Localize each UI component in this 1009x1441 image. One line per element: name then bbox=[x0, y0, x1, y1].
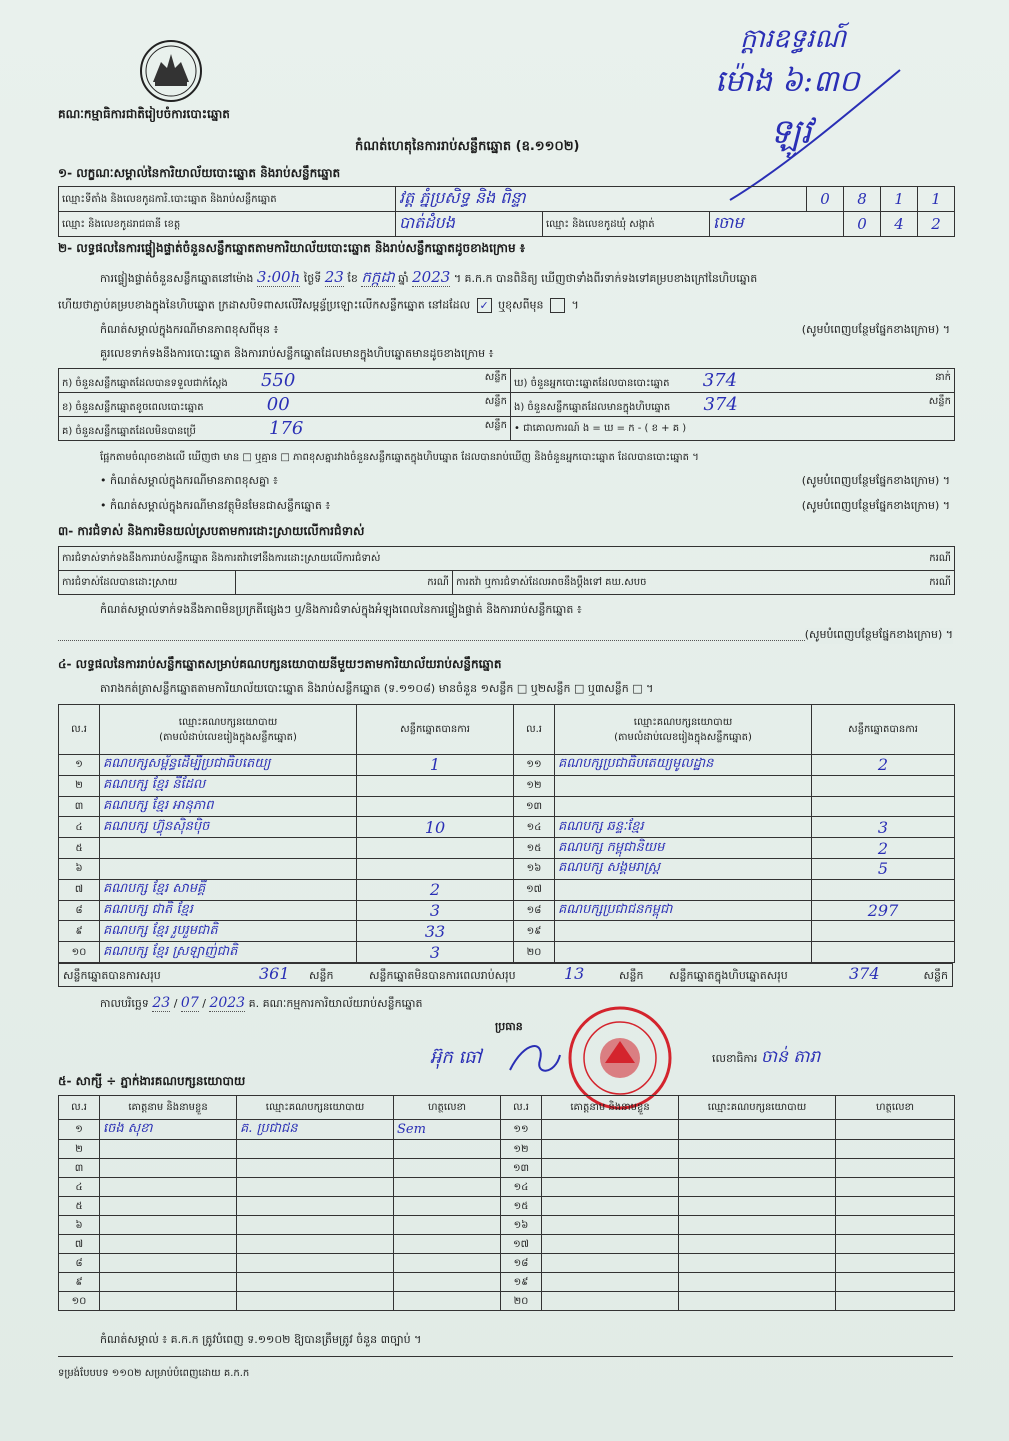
result-no: ៦ bbox=[59, 858, 100, 879]
witness-col-no-left: ល.រ bbox=[59, 1096, 100, 1120]
witness-signature bbox=[394, 1273, 501, 1292]
witness-name bbox=[542, 1178, 679, 1197]
witness-name: ចេង សុខា bbox=[100, 1120, 237, 1140]
location-code-3: 1 bbox=[881, 187, 918, 212]
total-invalid-unit: សន្លឹក bbox=[619, 969, 644, 982]
diff-note-hint: (សូមបំពេញបន្ថែមផ្នែកខាងក្រោម) ។ bbox=[801, 323, 950, 336]
witness-party bbox=[237, 1254, 394, 1273]
witness-signature bbox=[836, 1235, 955, 1254]
witness-no: ១៨ bbox=[501, 1254, 542, 1273]
section1-table bbox=[58, 186, 955, 237]
witness-signature bbox=[394, 1159, 501, 1178]
location-label: ឈ្មោះទីតាំង និងលេខកូដការិ.បោះឆ្នោត និងរាប់សន្លឹកឆ្នោត bbox=[59, 187, 396, 212]
total-valid-label: សន្លឹកឆ្នោតបានការសរុប bbox=[63, 969, 161, 982]
count-d-value: 374 bbox=[702, 370, 738, 391]
witness-name bbox=[100, 1140, 237, 1159]
count-c-value: 176 bbox=[269, 418, 304, 439]
result-no: ១៨ bbox=[514, 900, 555, 921]
witness-name bbox=[542, 1140, 679, 1159]
table-row bbox=[59, 1197, 955, 1216]
witness-table bbox=[58, 1095, 955, 1311]
section4-intro: តារាងកត់ត្រាសន្លឹកឆ្នោតតាមការិយាល័យបោះឆ្នោត និងរាប់សន្លឹកឆ្នោត (ទ.១១០៨) មានចំនួន ១សន្លឹក □ ឬ២សន្លឹក □ ឬ៣សន្លឹក □ ។ bbox=[100, 682, 654, 695]
witness-col-name-left: គោត្តនាម និងនាមខ្លួន bbox=[100, 1096, 237, 1120]
complaint-row1-label: ការជំទាស់ទាក់ទងនឹងការរាប់សន្លឹកឆ្នោត និងការតវ៉ាទៅនឹងការដោះស្រាយលើការជំទាស់ bbox=[62, 553, 381, 564]
witness-no: ១២ bbox=[501, 1140, 542, 1159]
result-no: ១៥ bbox=[514, 838, 555, 859]
table-row bbox=[59, 1254, 955, 1273]
bullet2-label: • កំណត់សម្គាល់ក្នុងករណីមានវត្ថុមិនមែនជាសន្លឹកឆ្នោត ៖ bbox=[100, 499, 331, 512]
witness-no: ៣ bbox=[59, 1159, 100, 1178]
handwritten-note-1: ក្តារឧទ្ធរណ៍ bbox=[740, 24, 847, 54]
witness-no: ១៦ bbox=[501, 1216, 542, 1235]
witness-party bbox=[679, 1178, 836, 1197]
result-party bbox=[555, 775, 812, 796]
witness-party bbox=[679, 1235, 836, 1254]
witness-party bbox=[679, 1254, 836, 1273]
result-party: គណបក្ស ហ៊្វុនស៊ិនប៉ិច bbox=[100, 817, 357, 838]
result-votes bbox=[357, 775, 514, 796]
witness-col-party-right: ឈ្មោះគណបក្សនយោបាយ bbox=[679, 1096, 836, 1120]
witness-name bbox=[100, 1235, 237, 1254]
table-row bbox=[59, 1140, 955, 1159]
count-d-label: ឃ) ចំនួនអ្នកបោះឆ្នោតដែលបានបោះឆ្នោត bbox=[514, 378, 670, 389]
secretary-line bbox=[712, 1046, 820, 1071]
table-row bbox=[59, 1178, 955, 1197]
total-box-value: 374 bbox=[849, 964, 880, 983]
result-votes: 33 bbox=[357, 921, 514, 942]
witness-signature: Sem bbox=[394, 1120, 501, 1140]
changed-label: ឬខុសពីមុន bbox=[498, 298, 544, 312]
result-party: គណបក្ស ខ្មែរ នីដែល bbox=[100, 775, 357, 796]
table-row bbox=[59, 838, 955, 859]
witness-signature bbox=[836, 1140, 955, 1159]
result-no: ១៤ bbox=[514, 817, 555, 838]
bullet2-line bbox=[100, 499, 950, 515]
total-invalid-label: សន្លឹកឆ្នោតមិនបានការពេលរាប់សរុប bbox=[369, 969, 516, 982]
witness-party: គ. ប្រជាជន bbox=[237, 1120, 394, 1140]
results-col-no-right: ល.រ bbox=[514, 705, 555, 755]
table-row bbox=[59, 1235, 955, 1254]
result-votes bbox=[357, 838, 514, 859]
witness-signature bbox=[836, 1292, 955, 1311]
result-party: គណបក្សប្រជាធិបតេយ្យមូលដ្ឋាន bbox=[555, 755, 812, 776]
result-votes bbox=[357, 796, 514, 817]
witness-no: ៥ bbox=[59, 1197, 100, 1216]
result-no: ១៣ bbox=[514, 796, 555, 817]
result-no: ១២ bbox=[514, 775, 555, 796]
result-no: ៤ bbox=[59, 817, 100, 838]
results-col-party-sub-right: (តាមលំដាប់លេខរៀងក្នុងសន្លឹកឆ្នោត) bbox=[614, 731, 752, 743]
chair-name: អ៊ុក ធៅ bbox=[430, 1047, 482, 1068]
result-no: ២០ bbox=[514, 942, 555, 963]
witness-name bbox=[542, 1197, 679, 1216]
table-row bbox=[59, 817, 955, 838]
witness-name bbox=[542, 1120, 679, 1140]
difference-check-line: ផ្អែកតាមចំណុចខាងលើ ឃើញថា មាន □ ឬគ្មាន □ ភាពខុសគ្នារវាងចំនួនសន្លឹកឆ្នោតក្នុងហិបឆ្នោត ដែលបានរាប់ឃើញ និងចំនួនអ្នកបោះឆ្នោត ដែលបានបោះឆ្នោត ។ bbox=[100, 452, 699, 463]
witness-party bbox=[237, 1216, 394, 1235]
witness-signature bbox=[394, 1178, 501, 1197]
formula-cell: • ជាគោលការណ៍ ង = ឃ = ក - ( ខ + គ ) bbox=[511, 417, 955, 441]
count-d-unit: នាក់ bbox=[935, 372, 951, 383]
result-no: ៣ bbox=[59, 796, 100, 817]
result-votes bbox=[812, 942, 955, 963]
result-party: គណបក្ស ជាតិ ខ្មែរ bbox=[100, 900, 357, 921]
witness-party bbox=[679, 1292, 836, 1311]
seal-line: ហើយថាភ្ជាប់គម្របខាងក្នុងនៃហិបឆ្នោត ក្រដាសបិទពាសលើវិសម្ពន្ធ័ប្រឡោះលើកសន្លឹកឆ្នោត នៅដដែល ✓ ឬខុសពីមុន ។ bbox=[58, 298, 579, 312]
bullet2-hint: (សូមបំពេញបន្ថែមផ្នែកខាងក្រោម) ។ bbox=[801, 499, 950, 512]
total-valid-unit: សន្លឹក bbox=[309, 969, 334, 982]
province-label: ឈ្មោះ និងលេខកូដរាជធានី ខេត្ត bbox=[59, 212, 396, 237]
witness-no: ១៤ bbox=[501, 1178, 542, 1197]
footer-form-label: ទម្រង់បែបបទ ១១០២ សម្រាប់បំពេញដោយ គ.ក.ក bbox=[58, 1368, 250, 1379]
total-box-label: សន្លឹកឆ្នោតក្នុងហិបឆ្នោតសរុប bbox=[669, 969, 788, 982]
witness-no: ១៧ bbox=[501, 1235, 542, 1254]
witness-party bbox=[237, 1178, 394, 1197]
witness-party bbox=[679, 1140, 836, 1159]
result-no: ១០ bbox=[59, 942, 100, 963]
result-party: គណបក្សសម្ព័ន្ធដើម្បីប្រជាធិបតេយ្យ bbox=[100, 755, 357, 776]
totals-row bbox=[58, 963, 953, 987]
commune-code-3: 2 bbox=[918, 212, 955, 237]
table-row bbox=[59, 796, 955, 817]
witness-signature bbox=[836, 1178, 955, 1197]
result-votes: 3 bbox=[812, 817, 955, 838]
result-votes: 2 bbox=[812, 755, 955, 776]
results-col-votes-right: សន្លឹកឆ្នោតបានការ bbox=[812, 705, 955, 755]
result-party: គណបក្ស ឆន្ទៈខ្មែរ bbox=[555, 817, 812, 838]
witness-name bbox=[100, 1159, 237, 1178]
result-votes: 3 bbox=[357, 942, 514, 963]
witness-col-no-right: ល.រ bbox=[501, 1096, 542, 1120]
witness-no: ៧ bbox=[59, 1235, 100, 1254]
results-col-party-sub-left: (តាមលំដាប់លេខរៀងក្នុងសន្លឹកឆ្នោត) bbox=[159, 731, 297, 743]
result-votes bbox=[812, 775, 955, 796]
org-name: គណៈកម្មាធិការជាតិរៀបចំការបោះឆ្នោត bbox=[58, 107, 230, 121]
result-no: ១ bbox=[59, 755, 100, 776]
year-label: ឆ្នាំ bbox=[398, 272, 409, 285]
section3-heading: ៣- ការជំទាស់ និងការមិនយល់ស្របតាមការដោះស្រាយលើការជំទាស់ bbox=[58, 524, 365, 538]
witness-party bbox=[679, 1273, 836, 1292]
table-row bbox=[59, 1273, 955, 1292]
witness-party bbox=[237, 1292, 394, 1311]
location-value: វត្ត ភ្នំប្រសិទ្ធ និង ពិន្ទា bbox=[399, 188, 526, 207]
date-year: 2023 bbox=[209, 995, 246, 1011]
witness-col-party-left: ឈ្មោះគណបក្សនយោបាយ bbox=[237, 1096, 394, 1120]
province-value: បាត់ដំបង bbox=[399, 213, 455, 232]
date-label: កាលបរិច្ឆេទ bbox=[100, 997, 149, 1010]
witness-party bbox=[679, 1216, 836, 1235]
footer-rule bbox=[58, 1356, 953, 1357]
results-col-party-right: ឈ្មោះគណបក្សនយោបាយ bbox=[633, 716, 733, 728]
result-no: ២ bbox=[59, 775, 100, 796]
changed-checkbox[interactable] bbox=[550, 298, 565, 313]
witness-no: ៦ bbox=[59, 1216, 100, 1235]
witness-signature bbox=[836, 1197, 955, 1216]
verify-day: 23 bbox=[324, 268, 344, 286]
count-e-label: ង) ចំនួនសន្លឹកឆ្នោតដែលមានក្នុងហិបឆ្នោត bbox=[514, 402, 671, 413]
form-title: កំណត់ហេតុនៃការរាប់សន្លឹកឆ្នោត (ឧ.១១០២) bbox=[355, 139, 580, 154]
count-b-value: 00 bbox=[266, 394, 290, 415]
witness-party bbox=[237, 1140, 394, 1159]
result-votes bbox=[812, 796, 955, 817]
result-no: ១១ bbox=[514, 755, 555, 776]
chair-signature bbox=[505, 1035, 565, 1080]
date-suffix: គ. គណៈកម្មការការិយាល័យរាប់សន្លឹកឆ្នោត bbox=[248, 997, 423, 1010]
bullet1-hint: (សូមបំពេញបន្ថែមផ្នែកខាងក្រោម) ។ bbox=[801, 474, 950, 487]
witness-party bbox=[237, 1235, 394, 1254]
count-a-value: 550 bbox=[260, 370, 296, 391]
section1-heading: ១- លក្ខណៈសម្គាល់នៃការិយាល័យបោះឆ្នោត និងរាប់សន្លឹកឆ្នោត bbox=[58, 166, 341, 180]
complaints-table bbox=[58, 546, 955, 595]
table-row bbox=[59, 858, 955, 879]
witness-name bbox=[542, 1254, 679, 1273]
verify-post: ។ គ.ក.ក បានពិនិត្យ ឃើញថាទាំងពីរទាក់ទងទៅគម្របខាងក្រៅនៃហិបឆ្នោត bbox=[453, 272, 758, 285]
results-col-no-left: ល.រ bbox=[59, 705, 100, 755]
result-party: គណបក្ស កម្ពុជានិយម bbox=[555, 838, 812, 859]
witness-signature bbox=[836, 1273, 955, 1292]
irregularities-note: កំណត់សម្គាល់ទាក់ទងនឹងភាពមិនប្រក្រតីផ្សេងៗ ឬ/និងការជំទាស់ក្នុងអំឡុងពេលនៃការផ្ទៀងផ្ទាត់ និងការរាប់សន្លឹកឆ្នោត ៖ bbox=[100, 603, 582, 616]
commune-value: ចោម bbox=[713, 213, 744, 232]
result-party: គណបក្ស ខ្មែរ សាមគ្គី bbox=[100, 879, 357, 900]
result-votes: 1 bbox=[357, 755, 514, 776]
result-party: គណបក្ស ខ្មែរ ស្រឡាញ់ជាតិ bbox=[100, 942, 357, 963]
count-e-value: 374 bbox=[703, 394, 738, 415]
table-row bbox=[59, 942, 955, 963]
result-no: ១៩ bbox=[514, 921, 555, 942]
result-no: ៧ bbox=[59, 879, 100, 900]
date-line: កាលបរិច្ឆេទ 23 / 07 / 2023 គ. គណៈកម្មការការិយាល័យរាប់សន្លឹកឆ្នោត bbox=[100, 995, 423, 1011]
witness-signature bbox=[836, 1216, 955, 1235]
verify-pre: ការផ្ទៀងផ្ទាត់ចំនួនសន្លឹកឆ្នោតនៅម៉ោង bbox=[100, 272, 254, 285]
witness-no: ១១ bbox=[501, 1120, 542, 1140]
witness-no: ១៣ bbox=[501, 1159, 542, 1178]
result-votes: 3 bbox=[357, 900, 514, 921]
witness-signature bbox=[394, 1292, 501, 1311]
result-party bbox=[555, 879, 812, 900]
table-row bbox=[59, 775, 955, 796]
counts-intro: គួរលេខទាក់ទងនឹងការបោះឆ្នោត និងការរាប់សន្លឹកឆ្នោតដែលមានក្នុងហិបឆ្នោតមានដូចខាងក្រោម ៖ bbox=[100, 347, 494, 360]
location-code-4: 1 bbox=[918, 187, 955, 212]
witness-name bbox=[542, 1292, 679, 1311]
witness-party bbox=[679, 1120, 836, 1140]
count-e-unit: សន្លឹក bbox=[928, 396, 951, 407]
verify-line bbox=[100, 268, 757, 290]
table-row bbox=[59, 879, 955, 900]
witness-no: ៤ bbox=[59, 1178, 100, 1197]
result-party: គណបក្ស សង្គមរាស្ត្រ bbox=[555, 858, 812, 879]
witness-name bbox=[100, 1178, 237, 1197]
total-invalid-value: 13 bbox=[564, 964, 585, 983]
witness-name bbox=[100, 1197, 237, 1216]
result-party bbox=[100, 858, 357, 879]
secretary-label: លេខាធិការ bbox=[712, 1052, 758, 1065]
witness-no: ២០ bbox=[501, 1292, 542, 1311]
nec-logo bbox=[135, 38, 207, 104]
irregularities-line bbox=[58, 628, 953, 641]
witness-name bbox=[100, 1216, 237, 1235]
witness-signature bbox=[394, 1235, 501, 1254]
appeal-case: ករណី bbox=[929, 577, 951, 588]
commune-label: ឈ្មោះ និងលេខកូដឃុំ សង្កាត់ bbox=[543, 212, 710, 237]
day-label: ថ្ងៃទី bbox=[303, 272, 322, 285]
resolved-label: ការជំទាស់ដែលបានដោះស្រាយ bbox=[59, 571, 236, 595]
witness-no: ១៩ bbox=[501, 1273, 542, 1292]
location-code-2: 8 bbox=[844, 187, 881, 212]
witness-name bbox=[542, 1159, 679, 1178]
witness-party bbox=[237, 1273, 394, 1292]
witness-col-sign-right: ហត្ថលេខា bbox=[836, 1096, 955, 1120]
result-party bbox=[100, 838, 357, 859]
results-col-party-left: ឈ្មោះគណបក្សនយោបាយ bbox=[178, 716, 278, 728]
witness-party bbox=[237, 1197, 394, 1216]
witness-signature bbox=[836, 1120, 955, 1140]
month-label: ខែ bbox=[347, 272, 358, 285]
footer-note: កំណត់សម្គាល់ ៖ គ.ក.ក ត្រូវបំពេញ ទ.១១០២ ឱ្យបានត្រឹមត្រូវ ចំនួន ៣ច្បាប់ ។ bbox=[100, 1333, 422, 1346]
irregularities-hint: (សូមបំពេញបន្ថែមផ្នែកខាងក្រោម) ។ bbox=[805, 628, 953, 644]
handwritten-note-2: ម៉ោង ៦:៣០ bbox=[715, 64, 860, 99]
result-votes: 10 bbox=[357, 817, 514, 838]
result-party: គណបក្ស ខ្មែរ អានុភាព bbox=[100, 796, 357, 817]
count-b-unit: សន្លឹក bbox=[484, 396, 507, 407]
table-row bbox=[59, 921, 955, 942]
witness-party bbox=[679, 1159, 836, 1178]
bullet1-label: • កំណត់សម្គាល់ក្នុងករណីមានភាពខុសគ្នា ៖ bbox=[100, 474, 278, 487]
result-votes bbox=[357, 858, 514, 879]
date-day: 23 bbox=[152, 995, 171, 1011]
count-a-label: ក) ចំនួនសន្លឹកឆ្នោតដែលបានទទួលជាក់ស្តែង bbox=[62, 378, 228, 389]
location-code-1: 0 bbox=[807, 187, 844, 212]
witness-name bbox=[542, 1216, 679, 1235]
diff-note-line bbox=[100, 323, 950, 339]
table-row bbox=[59, 1216, 955, 1235]
chair-label: ប្រធាន bbox=[495, 1020, 523, 1033]
result-no: ៨ bbox=[59, 900, 100, 921]
result-no: ៥ bbox=[59, 838, 100, 859]
witness-name bbox=[100, 1254, 237, 1273]
witness-signature bbox=[394, 1197, 501, 1216]
complaint-row1-case: ករណី bbox=[929, 553, 951, 564]
table-row bbox=[59, 1292, 955, 1311]
witness-signature bbox=[836, 1254, 955, 1273]
result-no: ៩ bbox=[59, 921, 100, 942]
witness-signature bbox=[836, 1159, 955, 1178]
unchanged-checkbox[interactable]: ✓ bbox=[477, 298, 492, 313]
seal-text: ហើយថាភ្ជាប់គម្របខាងក្នុងនៃហិបឆ្នោត ក្រដាសបិទពាសលើវិសម្ពន្ធ័ប្រឡោះលើកសន្លឹកឆ្នោត នៅដដែល bbox=[58, 298, 471, 312]
table-row bbox=[59, 1120, 955, 1140]
witness-no: ១០ bbox=[59, 1292, 100, 1311]
witness-name bbox=[542, 1235, 679, 1254]
witness-signature bbox=[394, 1140, 501, 1159]
count-b-label: ខ) ចំនួនសន្លឹកឆ្នោតខូចពេលបោះឆ្នោត bbox=[62, 402, 204, 413]
count-c-label: គ) ចំនួនសន្លឹកឆ្នោតដែលមិនបានប្រើ bbox=[62, 426, 196, 437]
result-party bbox=[555, 796, 812, 817]
result-votes: 297 bbox=[812, 900, 955, 921]
count-a-unit: សន្លឹក bbox=[484, 372, 507, 383]
witness-signature bbox=[394, 1254, 501, 1273]
result-votes: 5 bbox=[812, 858, 955, 879]
witness-no: ១៥ bbox=[501, 1197, 542, 1216]
result-party: គណបក្សប្រជាជនកម្ពុជា bbox=[555, 900, 812, 921]
bullet1-line bbox=[100, 474, 950, 490]
table-row bbox=[59, 755, 955, 776]
witness-name bbox=[100, 1292, 237, 1311]
witness-name bbox=[100, 1273, 237, 1292]
resolved-case: ករណី bbox=[236, 571, 453, 595]
signature-top: ឡូវ bbox=[770, 112, 812, 152]
witness-party bbox=[679, 1197, 836, 1216]
appeal-label: ការតវ៉ា ឬការជំទាស់ដែលអាចនឹងប្តឹងទៅ គឃ.សបច bbox=[456, 577, 647, 588]
witness-col-name-right: គោត្តនាម និងនាមខ្លួន bbox=[542, 1096, 679, 1120]
witness-no: ៨ bbox=[59, 1254, 100, 1273]
result-votes: 2 bbox=[357, 879, 514, 900]
diff-note-label: កំណត់សម្គាល់ក្នុងករណីមានភាពខុសពីមុន ៖ bbox=[100, 323, 279, 336]
section5-heading: ៥- សាក្សី ÷ ភ្នាក់ងារគណបក្សនយោបាយ bbox=[58, 1074, 246, 1088]
count-c-unit: សន្លឹក bbox=[484, 420, 507, 431]
witness-col-sign-left: ហត្ថលេខា bbox=[394, 1096, 501, 1120]
verify-year: 2023 bbox=[412, 268, 451, 286]
secretary-name: ចាន់ តារា bbox=[760, 1047, 821, 1067]
table-row bbox=[59, 900, 955, 921]
total-valid-value: 361 bbox=[259, 964, 290, 983]
result-party bbox=[555, 942, 812, 963]
verify-hour: 3:00h bbox=[256, 268, 301, 286]
verify-month: កក្កដា bbox=[361, 268, 395, 286]
date-month: 07 bbox=[180, 995, 199, 1011]
witness-no: ៩ bbox=[59, 1273, 100, 1292]
results-col-votes-left: សន្លឹកឆ្នោតបានការ bbox=[357, 705, 514, 755]
result-votes bbox=[812, 921, 955, 942]
result-party bbox=[555, 921, 812, 942]
witness-no: ២ bbox=[59, 1140, 100, 1159]
total-box-unit: សន្លឹក bbox=[923, 969, 948, 982]
witness-signature bbox=[394, 1216, 501, 1235]
result-votes bbox=[812, 879, 955, 900]
result-no: ១៦ bbox=[514, 858, 555, 879]
section2-heading: ២- លទ្ធផលនៃការផ្ទៀងផ្ទាត់ចំនួនសន្លឹកឆ្នោតតាមការិយាល័យបោះឆ្នោត និងរាប់សន្លឹកឆ្នោតដូចខាងក្រោម ៖ bbox=[58, 241, 526, 255]
table-row bbox=[59, 1159, 955, 1178]
section4-heading: ៤- លទ្ធផលនៃការរាប់សន្លឹកឆ្នោតសម្រាប់គណបក្សនយោបាយនីមួយៗតាមការិយាល័យរាប់សន្លឹកឆ្នោត bbox=[58, 657, 502, 671]
result-votes: 2 bbox=[812, 838, 955, 859]
results-table bbox=[58, 704, 955, 963]
result-no: ១៧ bbox=[514, 879, 555, 900]
commune-code-2: 4 bbox=[881, 212, 918, 237]
witness-name bbox=[542, 1273, 679, 1292]
result-party: គណបក្ស ខ្មែរ រួបរួមជាតិ bbox=[100, 921, 357, 942]
witness-no: ១ bbox=[59, 1120, 100, 1140]
commune-code-1: 0 bbox=[844, 212, 881, 237]
witness-party bbox=[237, 1159, 394, 1178]
counts-table bbox=[58, 368, 955, 441]
